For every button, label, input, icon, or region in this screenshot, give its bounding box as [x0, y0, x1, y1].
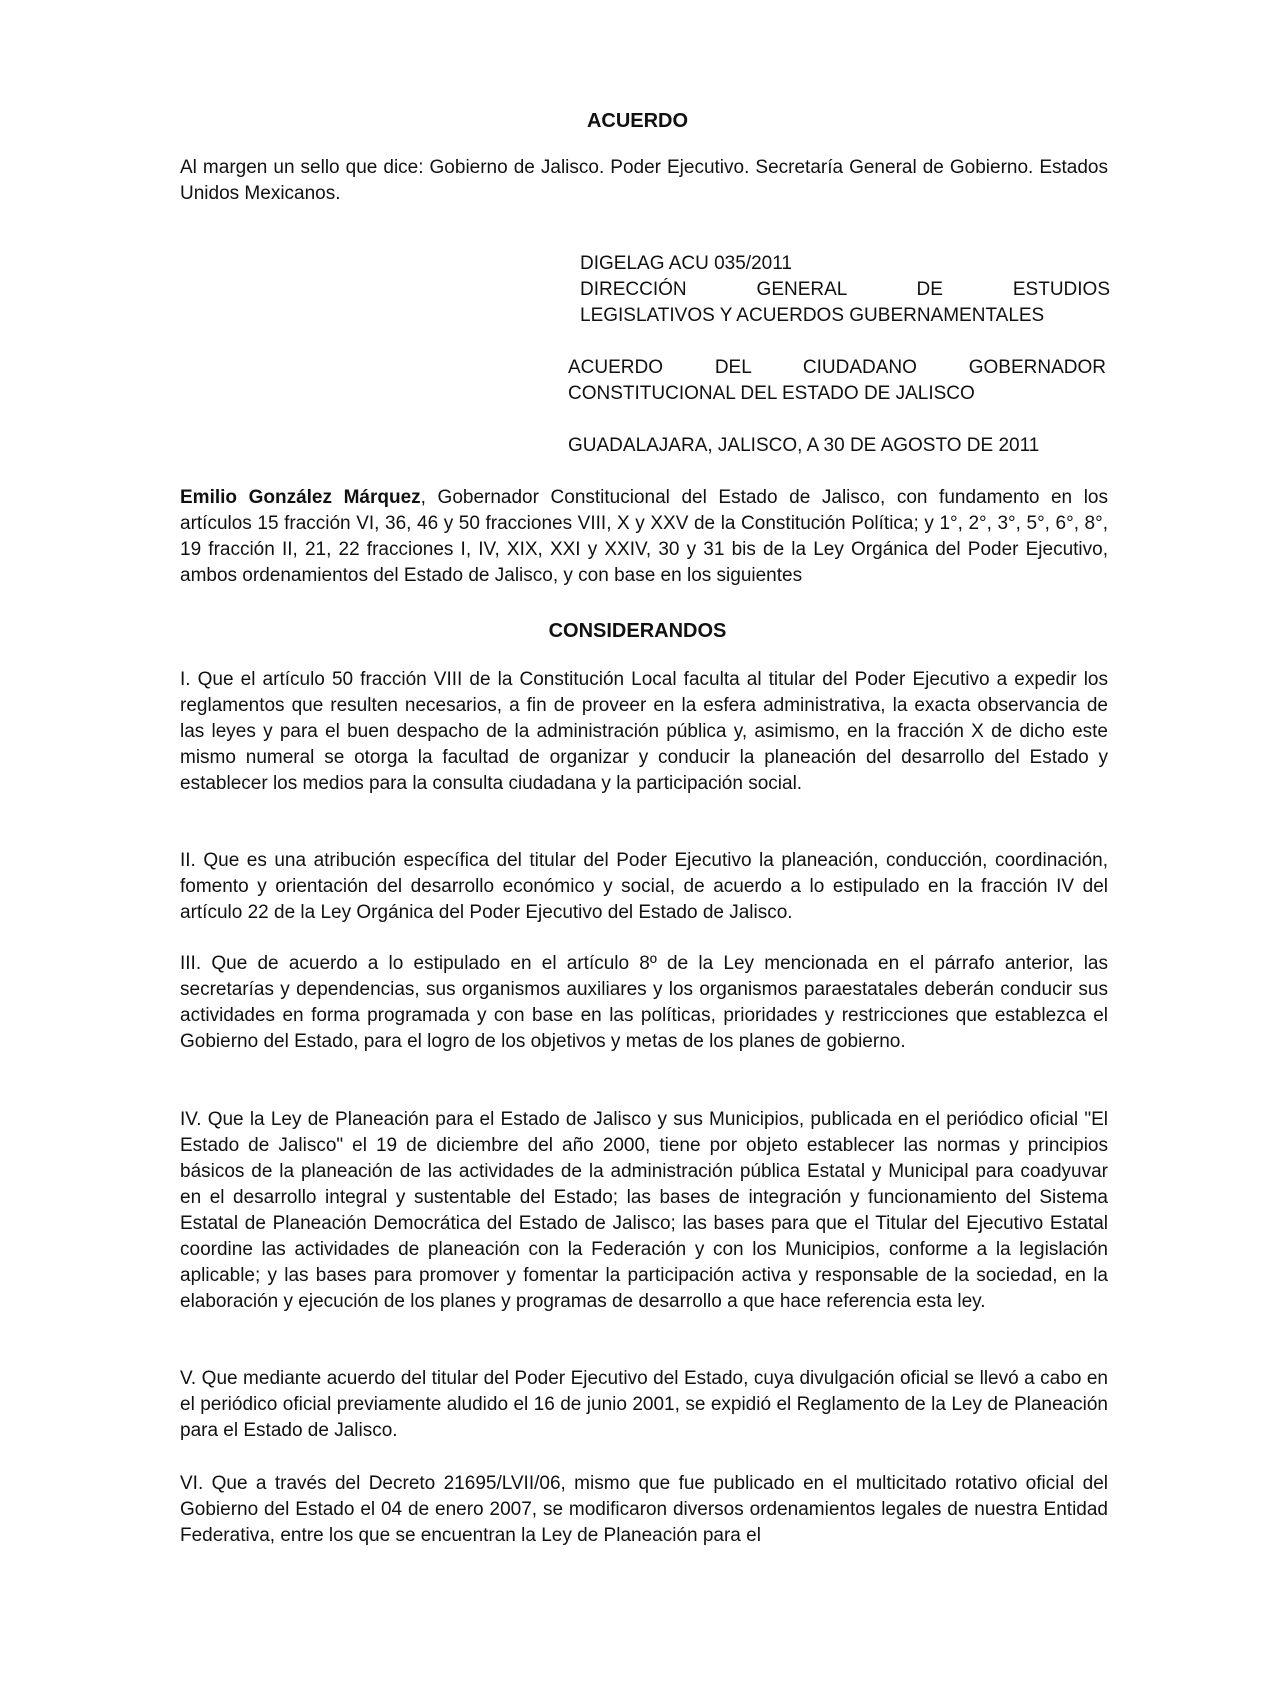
acuerdo-block: [568, 355, 1106, 407]
considerando-ii: II. Que es una atribución específica del titular del Poder Ejecutivo la planeación, conducción, coordinación, fomento y orientación del desarrollo económico y social, de acuerdo a lo estipulado en la fracción IV del artículo 22 de la Ley Orgánica del Poder Ejecutivo del Estado de Jalisco.: [180, 850, 1108, 923]
considerandos-title: CONSIDERANDOS: [548, 620, 727, 642]
considerando-vi: VI. Que a través del Decreto 21695/LVII/06, mismo que fue publicado en el multicitado rotativo oficial del Gobierno del Estado el 04 de enero 2007, se modificaron diversos ordenamientos legales de nuestra Entidad Federativa, entre los que se encuentran la Ley de Planeación para el: [180, 1473, 1108, 1546]
governor-name: Emilio González Márquez: [180, 487, 421, 508]
place-date: GUADALAJARA, JALISCO, A 30 DE AGOSTO DE 2011: [568, 435, 1040, 456]
considerando-i: I. Que el artículo 50 fracción VIII de la Constitución Local faculta al titular del Poder Ejecutivo a expedir los reglamentos que resulten necesarios, a fin de proveer en la esfera administrativa, la exacta observancia de las leyes y para el buen despacho de la administración pública y, asimismo, en la fracción X de dicho este mismo numeral se otorga la facultad de organizar y conducir la planeación del desarrollo del Estado y establecer los medios para la consulta ciudadana y la participación social.: [180, 669, 1108, 794]
preamble-text: , Gobernador Constitucional del Estado de Jalisco, con fundamento en los artículos 15 fracción VI, 36, 46 y 50 fracciones VIII, X y XXV de la Constitución Política; y 1°, 2°, 3°, 5°, 6°, 8°, 19 fracción II, 21, 22 fracciones I, IV, XIX, XXI y XXIV, 30 y 31 bis de la Ley Orgánica del Poder Ejecutivo, ambos ordenamientos del Estado de Jalisco, y con base en los siguientes: [180, 487, 1109, 586]
margin-note: Al margen un sello que dice: Gobierno de Jalisco. Poder Ejecutivo. Secretaría General de Gobierno. Estados Unidos Mexicanos.: [180, 157, 1108, 204]
preamble: [180, 485, 1108, 589]
considerando-iv: IV. Que la Ley de Planeación para el Estado de Jalisco y sus Municipios, publicada en el periódico oficial "El Estado de Jalisco" el 19 de diciembre del año 2000, tiene por objeto establecer las normas y principios básicos de la planeación de las actividades de la administración pública Estatal y Municipal para coadyuvar en el desarrollo integral y sustentable del Estado; las bases de integración y funcionamiento del Sistema Estatal de Planeación Democrática del Estado de Jalisco; las bases para que el Titular del Ejecutivo Estatal coordine las actividades de planeación con la Federación y con los Municipios, conforme a la legislación aplicable; y las bases para promover y fomentar la participación activa y responsable de la sociedad, en la elaboración y ejecución de los planes y programas de desarrollo a que hace referencia esta ley.: [180, 1109, 1108, 1312]
header-direction-line2: LEGISLATIVOS Y ACUERDOS GUBERNAMENTALES: [580, 305, 1045, 326]
header-direction-line1: DIRECCIÓN GENERAL DE ESTUDIOS: [580, 279, 1110, 300]
header-block: [580, 251, 1110, 329]
header-reference: DIGELAG ACU 035/2011: [580, 253, 792, 274]
acuerdo-line1: ACUERDO DEL CIUDADANO GOBERNADOR: [568, 357, 1106, 378]
considerando-iii: III. Que de acuerdo a lo estipulado en el artículo 8º de la Ley mencionada en el párrafo anterior, las secretarías y dependencias, sus organismos auxiliares y los organismos paraestatales deberán conducir sus actividades en forma programada y con base en las políticas, prioridades y restricciones que establezca el Gobierno del Estado, para el logro de los objetivos y metas de los planes de gobierno.: [180, 953, 1108, 1052]
document-title: ACUERDO: [586, 110, 689, 132]
acuerdo-line2: CONSTITUCIONAL DEL ESTADO DE JALISCO: [568, 383, 975, 404]
considerando-v: V. Que mediante acuerdo del titular del Poder Ejecutivo del Estado, cuya divulgación oficial se llevó a cabo en el periódico oficial previamente aludido el 16 de junio 2001, se expidió el Reglamento de la Ley de Planeación para el Estado de Jalisco.: [180, 1368, 1108, 1441]
